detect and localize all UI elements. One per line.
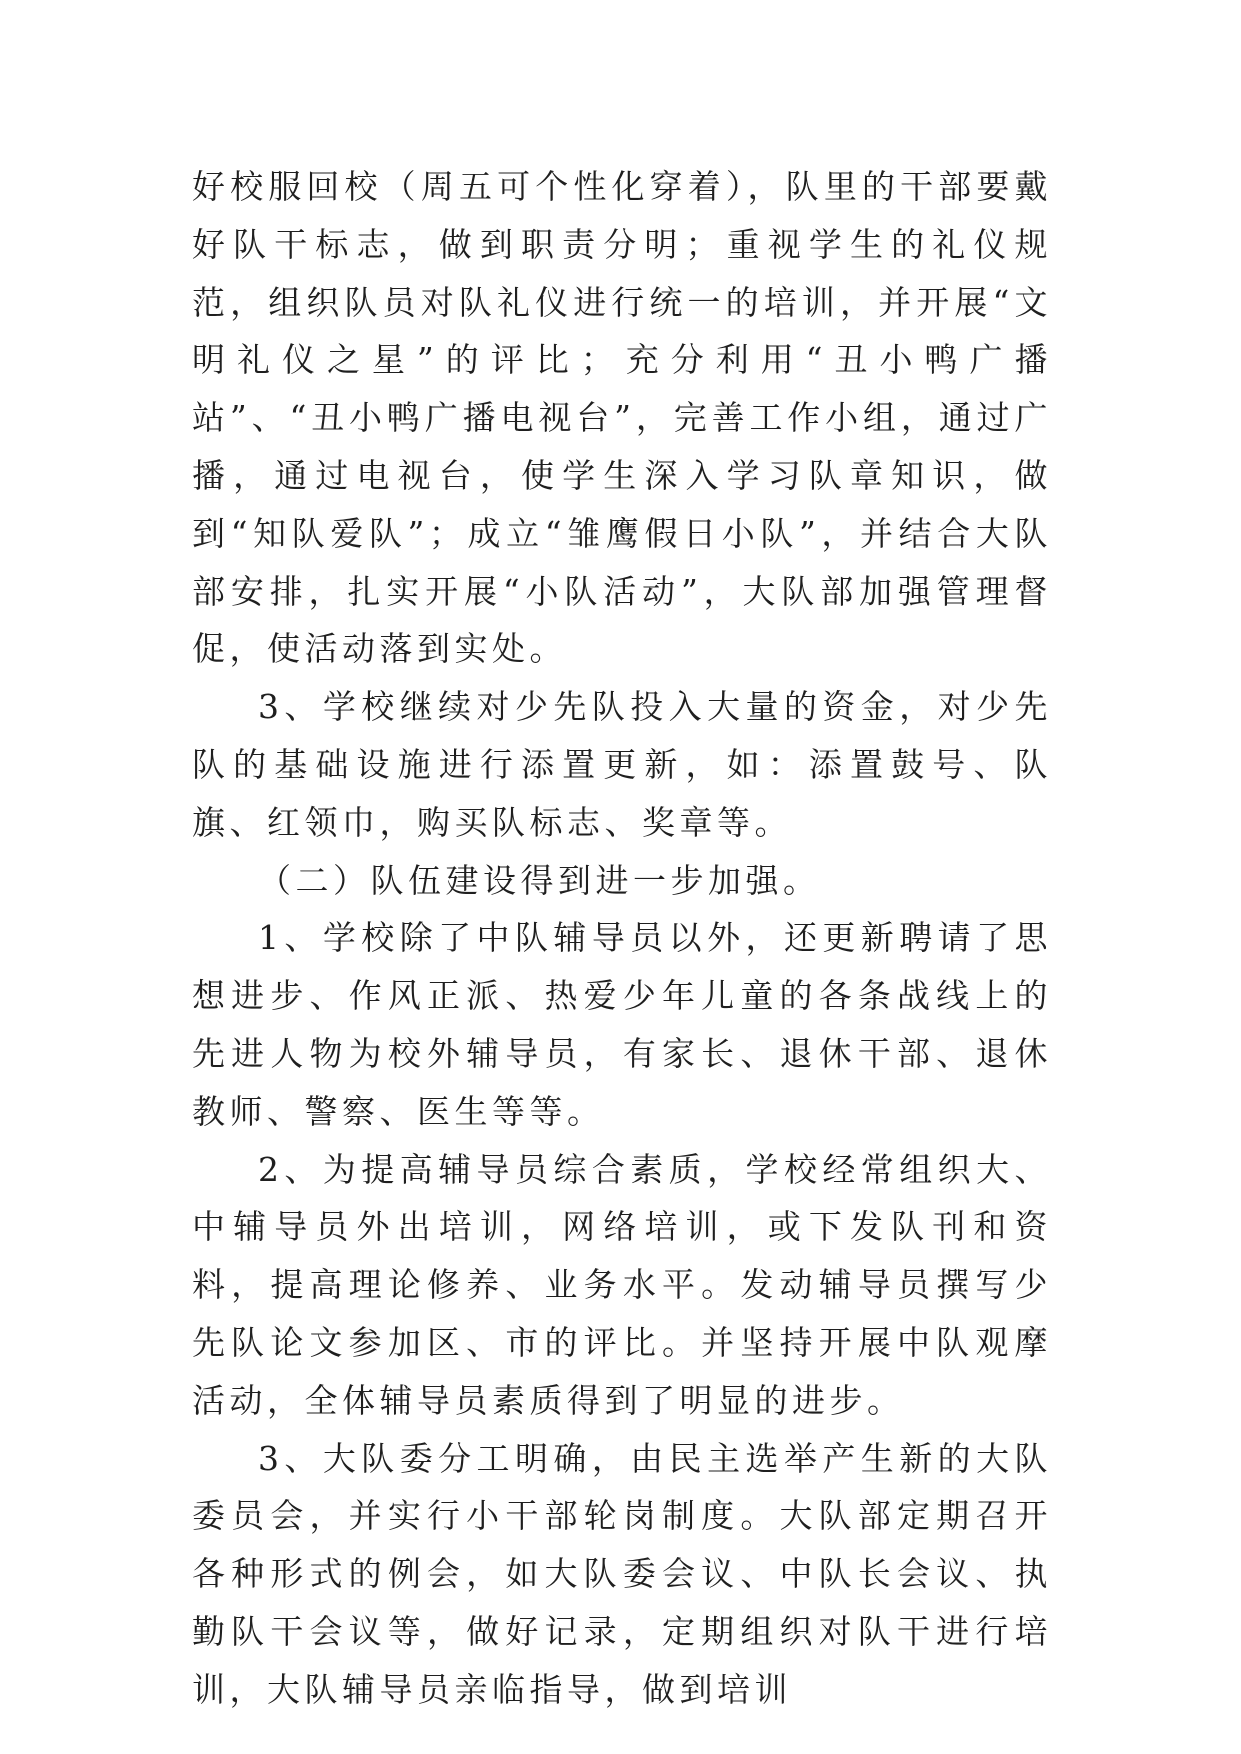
paragraph-item-1-counselors: 1、学校除了中队辅导员以外，还更新聘请了思想进步、作风正派、热爱少年儿童的各条战线上的先进人物为校外辅导员，有家长、退休干部、退休教师、警察、医生等等。	[192, 918, 1052, 1131]
document-body	[192, 158, 1052, 1719]
section-heading-team-building: （二）队伍建设得到进一步加强。	[258, 860, 821, 900]
paragraph-continuation: 好校服回校（周五可个性化穿着），队里的干部要戴好队干标志，做到职责分明；重视学生的礼仪规范，组织队员对队礼仪进行统一的培训，并开展“文明礼仪之星”的评比；充分利用“丑小鸭广播站”、“丑小鸭广播电视台”，完善工作小组，通过广播，通过电视台，使学生深入学习队章知识，做到“知队爱队”；成立“雏鹰假日小队”，并结合大队部安排，扎实开展“小队活动”，大队部加强管理督促，使活动落到实处。	[192, 167, 1052, 669]
paragraph-item-2-training: 2、为提高辅导员综合素质，学校经常组织大、中辅导员外出培训，网络培训，或下发队刊和资料，提高理论修养、业务水平。发动辅导员撰写少先队论文参加区、市的评比。并坚持开展中队观摩活动，全体辅导员素质得到了明显的进步。	[192, 1149, 1052, 1420]
paragraph-item-3-committee: 3、大队委分工明确，由民主选举产生新的大队委员会，并实行小干部轮岗制度。大队部定期召开各种形式的例会，如大队委会议、中队长会议、执勤队干会议等，做好记录，定期组织对队干进行培训，大队辅导员亲临指导，做到培训	[192, 1438, 1052, 1709]
paragraph-item-3-facilities: 3、学校继续对少先队投入大量的资金，对少先队的基础设施进行添置更新，如：添置鼓号、队旗、红领巾，购买队标志、奖章等。	[192, 687, 1052, 842]
